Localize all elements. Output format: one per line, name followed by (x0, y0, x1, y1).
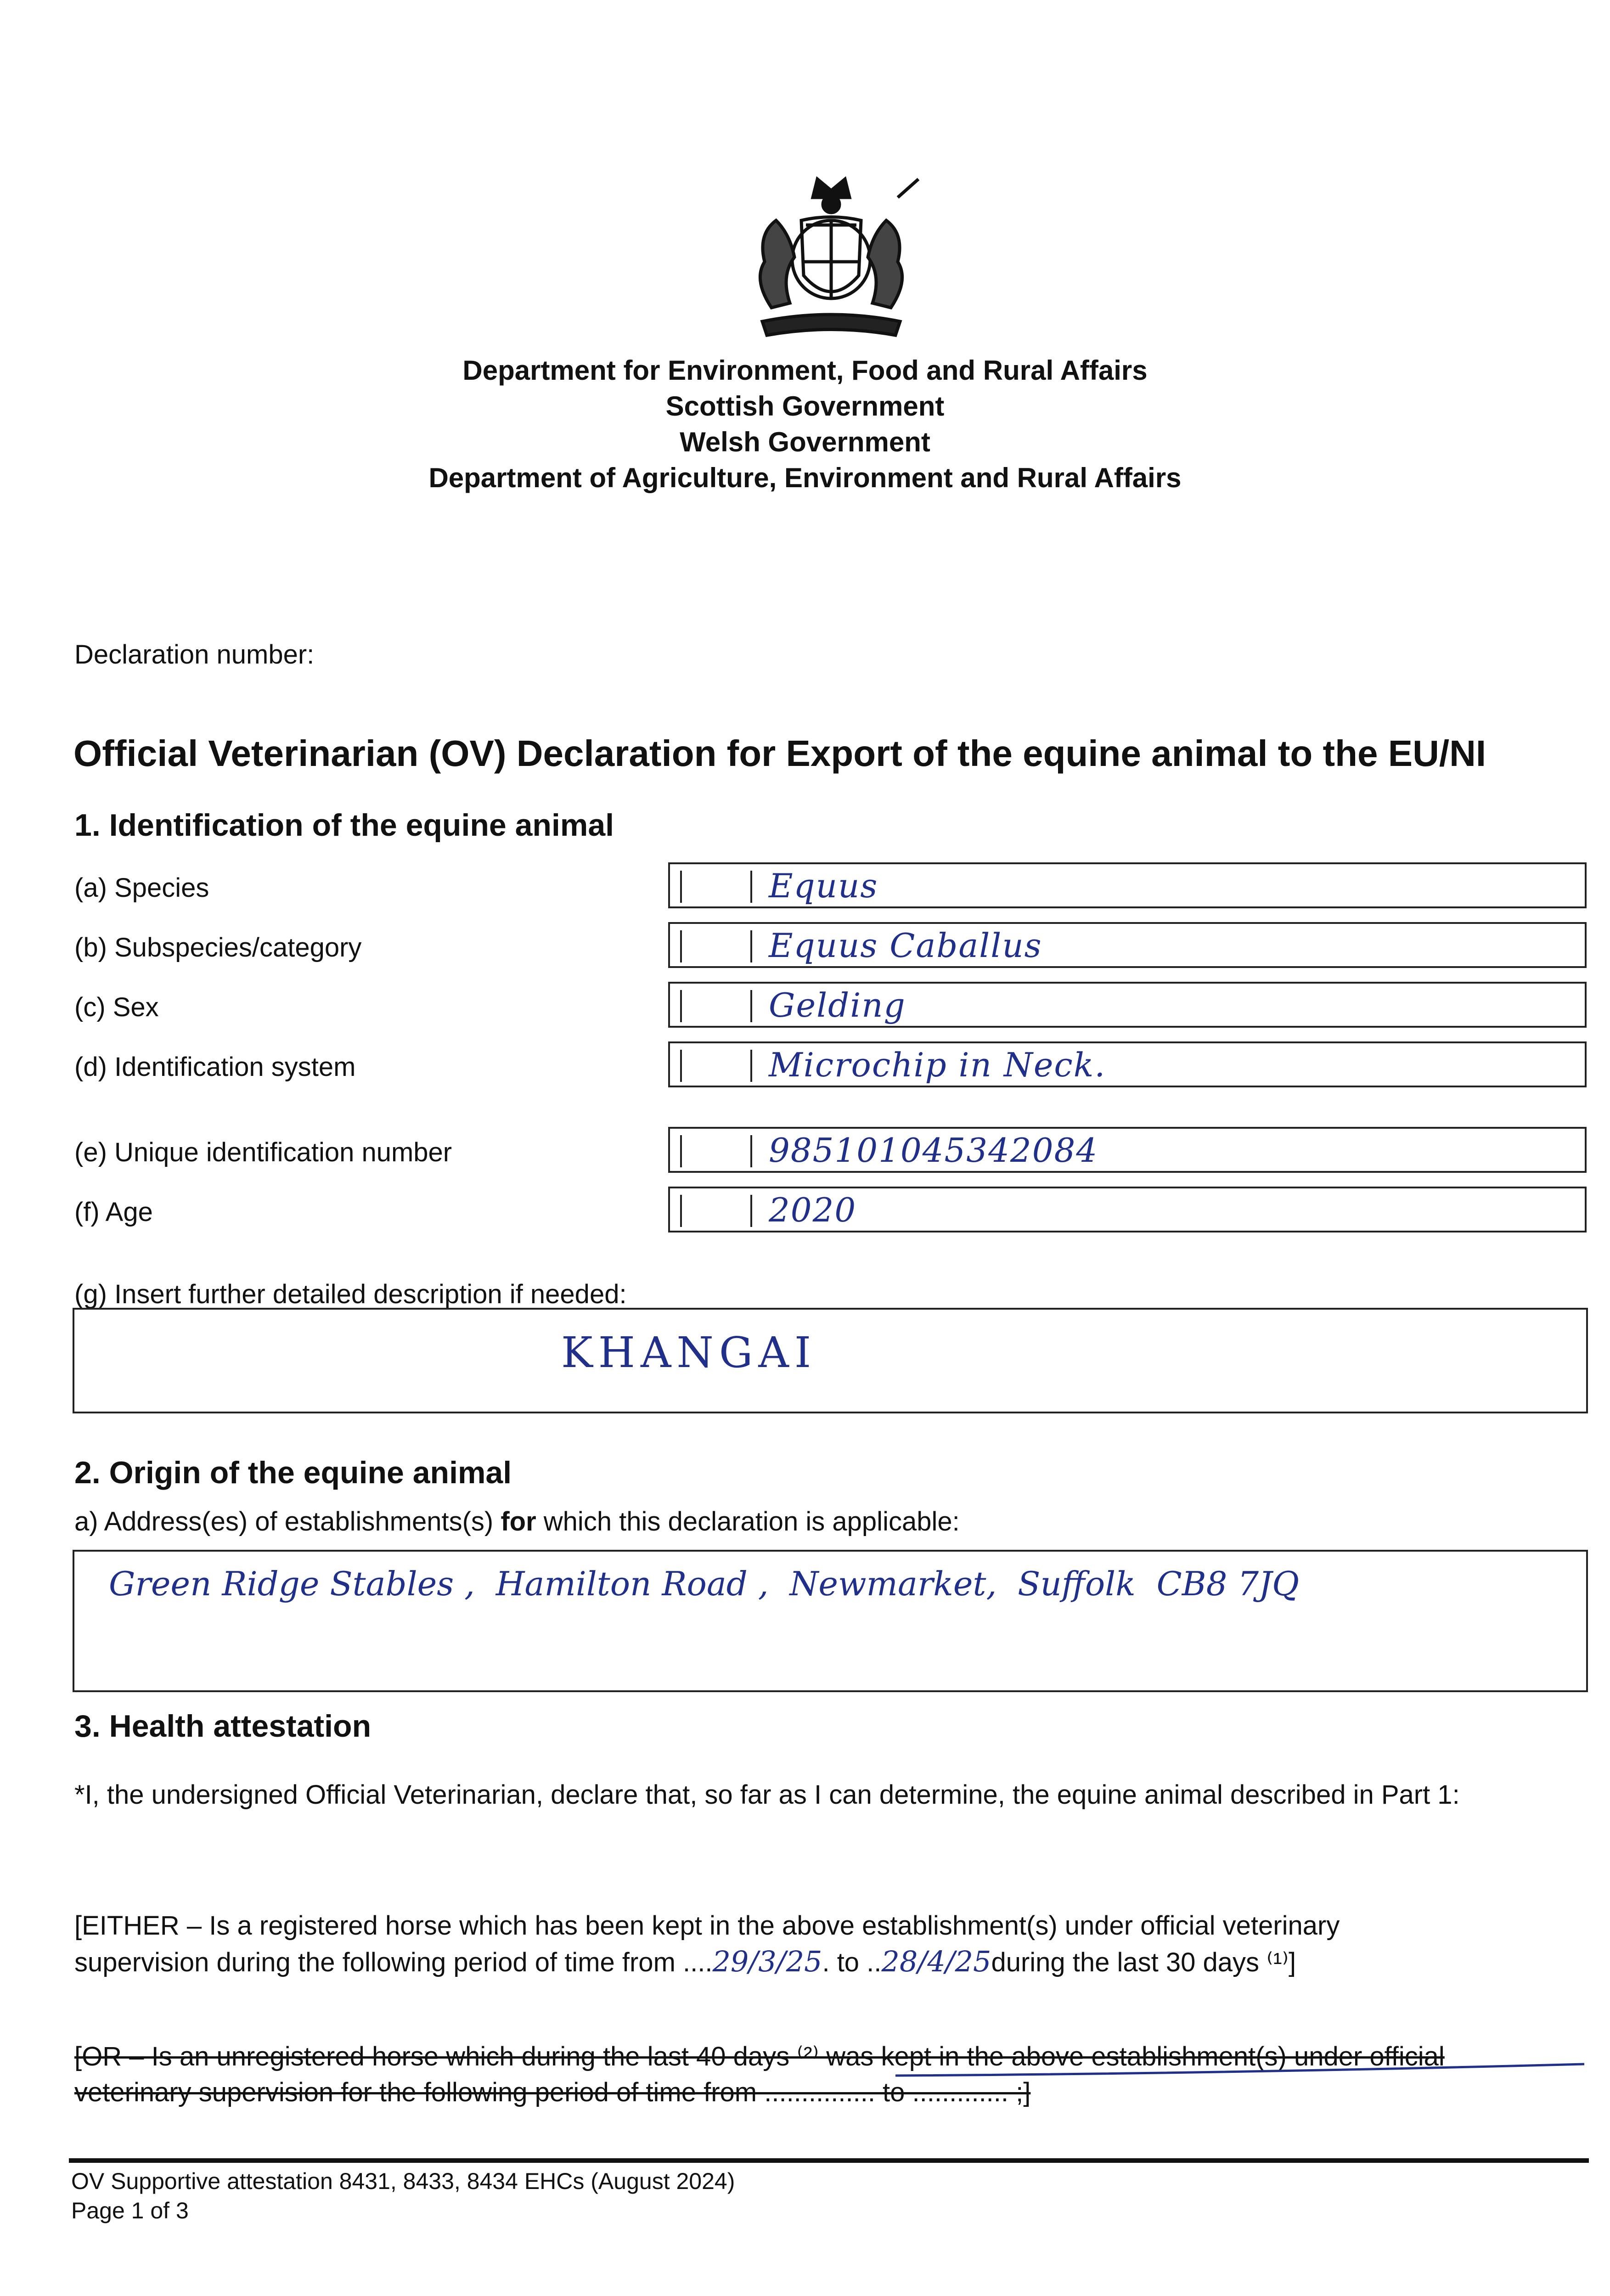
subspecies-label: (b) Subspecies/category (74, 933, 362, 962)
date-from: 29/3/25 (712, 1945, 822, 1978)
address-field[interactable] (73, 1550, 1588, 1692)
age-value: 2020 (769, 1191, 857, 1229)
identification-system-label: (d) Identification system (74, 1052, 356, 1082)
footer-page-number: Page 1 of 3 (71, 2198, 189, 2223)
age-label: (f) Age (74, 1197, 153, 1227)
address-label: a) Address(es) of establishments(s) for which this declaration is applicable: (74, 1507, 960, 1536)
health-attestation-intro: *I, the undersigned Official Veterinarian, declare that, so far as I can determine, the equine animal described in Part 1: (74, 1780, 1460, 1810)
uid-field[interactable] (668, 1127, 1587, 1173)
identification-system-value: Microchip in Neck. (769, 1046, 1106, 1084)
either-clause (74, 1908, 1585, 1981)
footer-rule (69, 2158, 1589, 2163)
species-value: Equus (769, 867, 878, 905)
royal-coat-of-arms (721, 170, 941, 344)
section2-heading: 2. Origin of the equine animal (74, 1455, 512, 1490)
age-field[interactable] (668, 1187, 1587, 1232)
footer-attestation: OV Supportive attestation 8431, 8433, 8434 EHCs (August 2024) (71, 2168, 735, 2194)
address-value: Green Ridge Stables , Hamilton Road , Newmarket, Suffolk CB8 7JQ (109, 1564, 1299, 1603)
either-clause-line1: [EITHER – Is a registered horse which has been kept in the above establishment(s) under official veterinary (74, 1911, 1340, 1941)
uid-value: 985101045342084 (769, 1131, 1098, 1170)
sex-label: (c) Sex (74, 992, 159, 1022)
department-scottish-government: Scottish Government (665, 391, 945, 422)
further-description-field[interactable] (73, 1308, 1588, 1413)
declaration-number-label: Declaration number: (74, 640, 315, 670)
or-clause-line1: [OR – Is an unregistered horse which during the last 40 days ⁽²⁾ was kept in the above establishment(s) under official (74, 2042, 1445, 2071)
species-label: (a) Species (74, 873, 209, 903)
subspecies-value: Equus Caballus (769, 926, 1042, 965)
department-welsh-government: Welsh Government (680, 427, 930, 457)
department-defra: Department for Environment, Food and Rural Affairs (462, 355, 1148, 386)
sex-value: Gelding (769, 986, 906, 1024)
species-field[interactable] (668, 862, 1587, 908)
uid-label: (e) Unique identification number (74, 1137, 452, 1167)
either-clause-line2: supervision during the following period of time from ....29/3/25. to ..28/4/25during the last 30 days ⁽¹⁾] (74, 1945, 1296, 1978)
date-to: 28/4/25 (881, 1945, 991, 1978)
section3-heading: 3. Health attestation (74, 1709, 372, 1744)
department-daera: Department of Agriculture, Environment and Rural Affairs (428, 462, 1182, 493)
further-description-label: (g) Insert further detailed description if needed: (74, 1279, 627, 1309)
page-title: Official Veterinarian (OV) Declaration for Export of the equine animal to the EU/NI (73, 733, 1486, 774)
subspecies-field[interactable] (668, 922, 1587, 968)
or-clause-line2: veterinary supervision for the following period of time from ............... to ............. ;] (74, 2077, 1031, 2107)
strike-underline-mark (895, 2030, 1589, 2085)
sex-field[interactable] (668, 982, 1587, 1028)
section1-heading: 1. Identification of the equine animal (74, 808, 614, 843)
further-description-value: KHANGAI (561, 1328, 817, 1377)
identification-system-field[interactable] (668, 1041, 1587, 1087)
